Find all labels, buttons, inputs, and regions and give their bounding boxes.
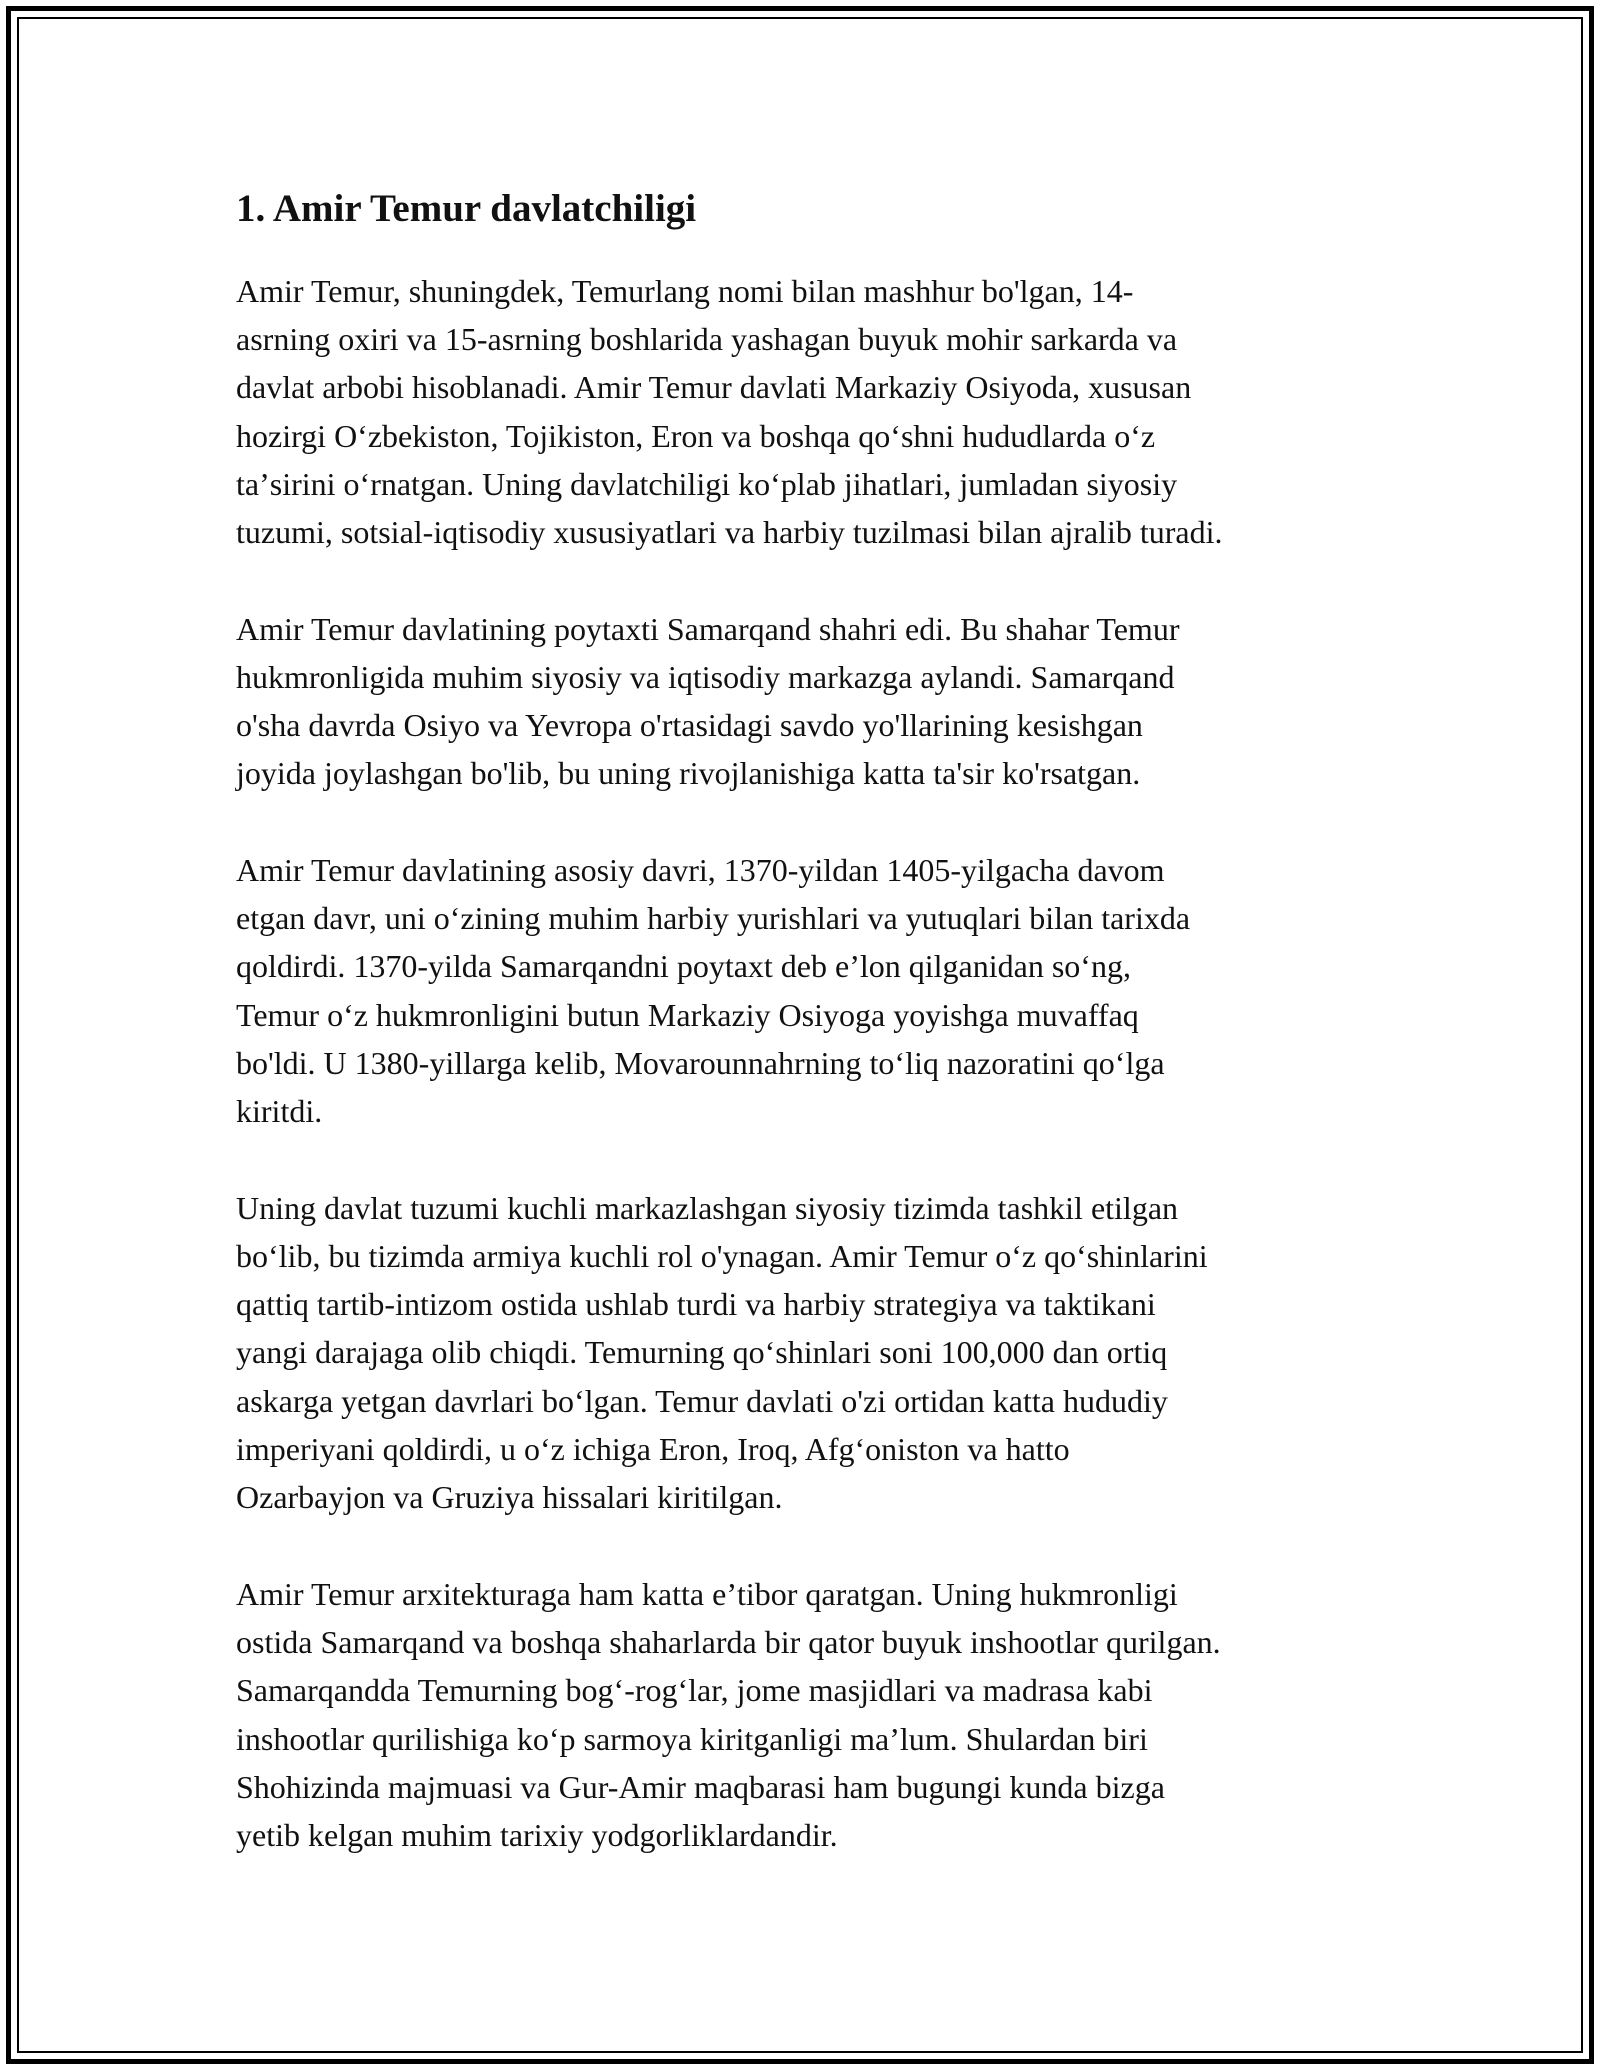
text-line: Uning davlat tuzumi kuchli markazlashgan siyosiy tizimda tashkil etilgan	[236, 1189, 1179, 1226]
paragraph-capital	[236, 605, 1376, 798]
text-line: Amir Temur davlatining poytaxti Samarqand shahri edi. Bu shahar Temur	[236, 610, 1180, 647]
text-line: yangi darajaga olib chiqdi. Temurning qoʻshinlari soni 100,000 dan ortiq	[236, 1334, 1168, 1371]
text-line: Samarqandda Temurning bogʻ-rogʻlar, jome masjidlari va madrasa kabi	[236, 1672, 1153, 1709]
text-line: asrning oxiri va 15-asrning boshlarida yashagan buyuk mohir sarkarda va	[236, 321, 1178, 358]
text-line: Amir Temur arxitekturaga ham katta eʼtibor qaratgan. Uning hukmronligi	[236, 1575, 1178, 1612]
text-line: askarga yetgan davrlari boʻlgan. Temur davlati o'zi ortidan katta hududiy	[236, 1382, 1168, 1419]
text-line: qattiq tartib-intizom ostida ushlab turdi va harbiy strategiya va taktikani	[236, 1286, 1156, 1323]
text-line: qoldirdi. 1370-yilda Samarqandni poytaxt deb eʼlon qilganidan soʻng,	[236, 948, 1131, 985]
text-line: bo'ldi. U 1380-yillarga kelib, Movarounnahrning toʻliq nazoratini qoʻlga	[236, 1044, 1165, 1081]
text-line: inshootlar qurilishiga koʻp sarmoya kiritganligi maʼlum. Shulardan biri	[236, 1720, 1148, 1757]
text-line: etgan davr, uni oʻzining muhim harbiy yurishlari va yutuqlari bilan tarixda	[236, 900, 1191, 937]
text-line: ostida Samarqand va boshqa shaharlarda bir qator buyuk inshootlar qurilgan.	[236, 1623, 1221, 1660]
text-line: boʻlib, bu tizimda armiya kuchli rol o'ynagan. Amir Temur oʻz qoʻshinlarini	[236, 1237, 1208, 1274]
text-line: Ozarbayjon va Gruziya hissalari kiritilgan.	[236, 1479, 783, 1516]
text-line: o'sha davrda Osiyo va Yevropa o'rtasidagi savdo yo'llarining kesishgan	[236, 707, 1143, 744]
text-line: tuzumi, sotsial-iqtisodiy xususiyatlari va harbiy tuzilmasi bilan ajralib turadi.	[236, 514, 1223, 551]
text-line: davlat arbobi hisoblanadi. Amir Temur davlati Markaziy Osiyoda, xususan	[236, 369, 1192, 406]
paragraph-intro	[236, 267, 1376, 557]
text-line: yetib kelgan muhim tarixiy yodgorliklardandir.	[236, 1817, 838, 1854]
text-line: Amir Temur davlatining asosiy davri, 1370-yildan 1405-yilgacha davom	[236, 851, 1165, 888]
paragraph-state-system	[236, 1184, 1376, 1522]
document-heading: 1. Amir Temur davlatchiligi	[236, 187, 697, 230]
paragraph-architecture	[236, 1570, 1376, 1860]
text-line: Shohizinda majmuasi va Gur-Amir maqbarasi ham bugungi kunda bizga	[236, 1768, 1165, 1805]
text-line: hukmronligida muhim siyosiy va iqtisodiy markazga aylandi. Samarqand	[236, 658, 1175, 695]
text-line: joyida joylashgan bo'lib, bu uning rivojlanishiga katta ta'sir ko'rsatgan.	[236, 755, 1141, 792]
text-line: Temur oʻz hukmronligini butun Markaziy Osiyoga yoyishga muvaffaq	[236, 996, 1139, 1033]
text-line: Amir Temur, shuningdek, Temurlang nomi bilan mashhur bo'lgan, 14-	[236, 272, 1134, 309]
document-body	[236, 186, 1376, 1907]
text-line: hozirgi Oʻzbekiston, Tojikiston, Eron va boshqa qoʻshni hududlarda oʻz	[236, 417, 1156, 454]
text-line: imperiyani qoldirdi, u oʻz ichiga Eron, Iroq, Afgʻoniston va hatto	[236, 1431, 1070, 1468]
paragraph-main-period	[236, 846, 1376, 1136]
text-line: taʼsirini oʻrnatgan. Uning davlatchiligi koʻplab jihatlari, jumladan siyosiy	[236, 465, 1178, 502]
text-line: kiritdi.	[236, 1093, 323, 1130]
